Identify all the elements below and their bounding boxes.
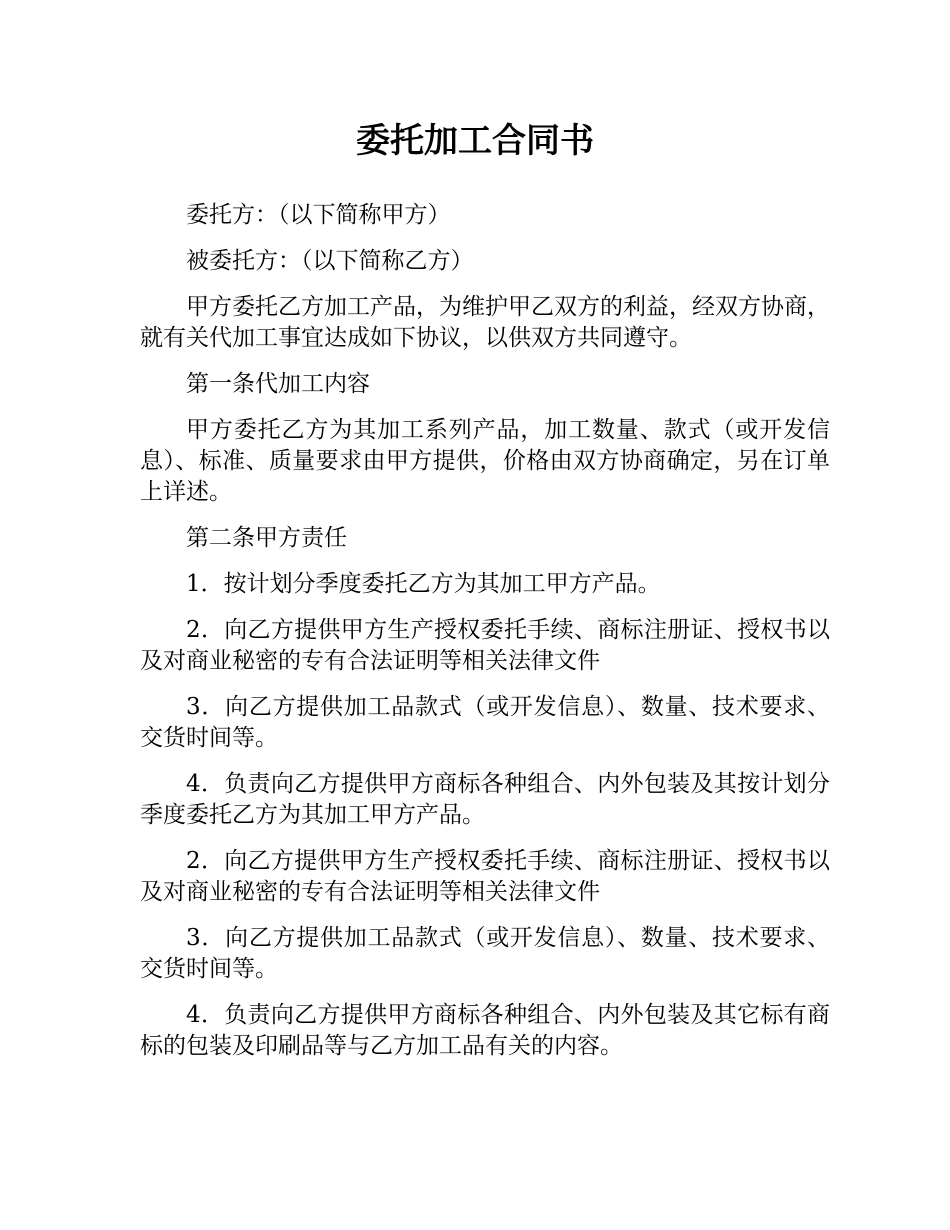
- article-1-heading: 第一条代加工内容: [186, 371, 370, 397]
- clause-paragraph: 2．向乙方提供甲方生产授权委托手续、商标注册证、授权书以及对商业秘密的专有合法证明等相关法律文件: [140, 617, 830, 674]
- preamble-paragraph: 甲方委托乙方加工产品，为维护甲乙双方的利益，经双方协商，就有关代加工事宜达成如下协议，以供双方共同遵守。: [140, 294, 830, 351]
- article-1-paragraph: 甲方委托乙方为其加工系列产品，加工数量、款式（或开发信息）、标准、质量要求由甲方提供，价格由双方协商确定，另在订单上详述。: [140, 417, 830, 505]
- clause-paragraph: 4．负责向乙方提供甲方商标各种组合、内外包装及其按计划分季度委托乙方为其加工甲方产品。: [140, 771, 830, 828]
- clause-paragraph: 3．向乙方提供加工品款式（或开发信息）、数量、技术要求、交货时间等。: [140, 694, 830, 751]
- party-a-line: 委托方：（以下简称甲方）: [186, 202, 451, 228]
- clause-paragraph: 3．向乙方提供加工品款式（或开发信息）、数量、技术要求、交货时间等。: [140, 925, 830, 982]
- article-2-heading: 第二条甲方责任: [186, 525, 347, 551]
- document-body: [140, 200, 830, 1077]
- party-b-line: 被委托方：（以下简称乙方）: [186, 248, 474, 274]
- clause-paragraph: 4．负责向乙方提供甲方商标各种组合、内外包装及其它标有商标的包装及印刷品等与乙方加工品有关的内容。: [140, 1002, 830, 1059]
- clause-paragraph: 1．按计划分季度委托乙方为其加工甲方产品。: [186, 571, 661, 597]
- document-title: 委托加工合同书: [356, 121, 594, 161]
- clause-paragraph: 2．向乙方提供甲方生产授权委托手续、商标注册证、授权书以及对商业秘密的专有合法证明等相关法律文件: [140, 848, 830, 905]
